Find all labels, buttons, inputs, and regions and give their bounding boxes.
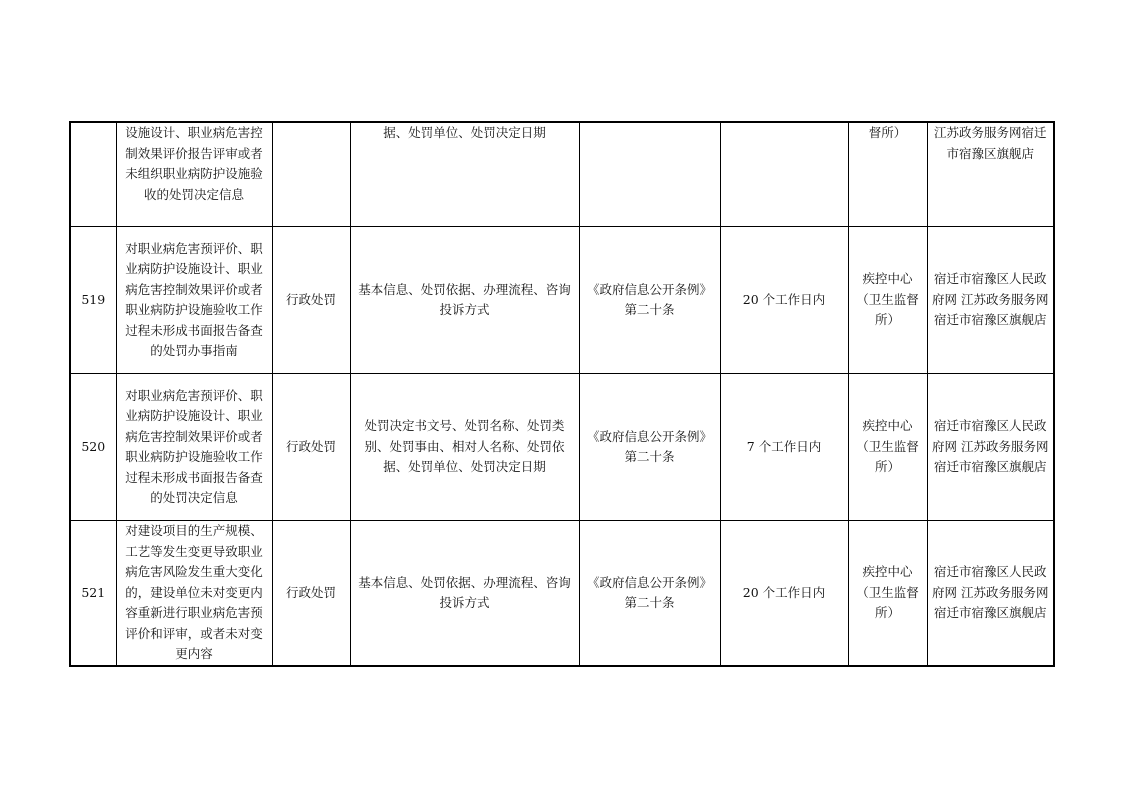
content-cell: 处罚决定书文号、处罚名称、处罚类别、处罚事由、相对人名称、处罚依据、处罚单位、处罚决定日期 — [350, 374, 579, 521]
channel-cell: 宿迁市宿豫区人民政府网 江苏政务服务网宿迁市宿豫区旗舰店 — [927, 374, 1054, 521]
time-limit-cell: 20 个工作日内 — [720, 227, 848, 374]
table-row — [70, 374, 1054, 521]
category-cell: 行政处罚 — [272, 374, 350, 521]
department-cell: 疾控中心（卫生监督所） — [848, 521, 927, 667]
category-cell: 行政处罚 — [272, 521, 350, 667]
item-name-cell: 对建设项目的生产规模、工艺等发生变更导致职业病危害风险发生重大变化的，建设单位未对变更内容重新进行职业病危害预评价和评审，或者未对变更内容 — [116, 521, 272, 667]
item-name-cell: 对职业病危害预评价、职业病防护设施设计、职业病危害控制效果评价或者职业病防护设施验收工作过程未形成书面报告备查的处罚决定信息 — [116, 374, 272, 521]
category-cell: 行政处罚 — [272, 227, 350, 374]
time-limit-cell: 20 个工作日内 — [720, 521, 848, 667]
item-name-cell: 对职业病危害预评价、职业病防护设施设计、职业病危害控制效果评价或者职业病防护设施验收工作过程未形成书面报告备查的处罚办事指南 — [116, 227, 272, 374]
basis-cell: 《政府信息公开条例》第二十条 — [579, 521, 720, 667]
category-cell — [272, 122, 350, 227]
table-row — [70, 227, 1054, 374]
content-cell: 基本信息、处罚依据、办理流程、咨询投诉方式 — [350, 521, 579, 667]
channel-cell: 宿迁市宿豫区人民政府网 江苏政务服务网宿迁市宿豫区旗舰店 — [927, 521, 1054, 667]
content-cell: 基本信息、处罚依据、办理流程、咨询投诉方式 — [350, 227, 579, 374]
disclosure-table — [69, 121, 1055, 667]
department-cell: 疾控中心（卫生监督所） — [848, 227, 927, 374]
row-number-cell: 520 — [70, 374, 116, 521]
row-number-cell — [70, 122, 116, 227]
item-name-cell: 设施设计、职业病危害控制效果评价报告评审或者未组织职业病防护设施验收的处罚决定信息 — [116, 122, 272, 227]
content-cell: 据、处罚单位、处罚决定日期 — [350, 122, 579, 227]
basis-cell: 《政府信息公开条例》第二十条 — [579, 227, 720, 374]
row-number-cell: 521 — [70, 521, 116, 667]
channel-cell: 宿迁市宿豫区人民政府网 江苏政务服务网宿迁市宿豫区旗舰店 — [927, 227, 1054, 374]
basis-cell: 《政府信息公开条例》第二十条 — [579, 374, 720, 521]
row-number-cell: 519 — [70, 227, 116, 374]
table-row — [70, 122, 1054, 227]
department-cell: 疾控中心（卫生监督所） — [848, 374, 927, 521]
time-limit-cell — [720, 122, 848, 227]
basis-cell — [579, 122, 720, 227]
table-row — [70, 521, 1054, 667]
department-cell: 督所） — [848, 122, 927, 227]
channel-cell: 江苏政务服务网宿迁市宿豫区旗舰店 — [927, 122, 1054, 227]
time-limit-cell: 7 个工作日内 — [720, 374, 848, 521]
